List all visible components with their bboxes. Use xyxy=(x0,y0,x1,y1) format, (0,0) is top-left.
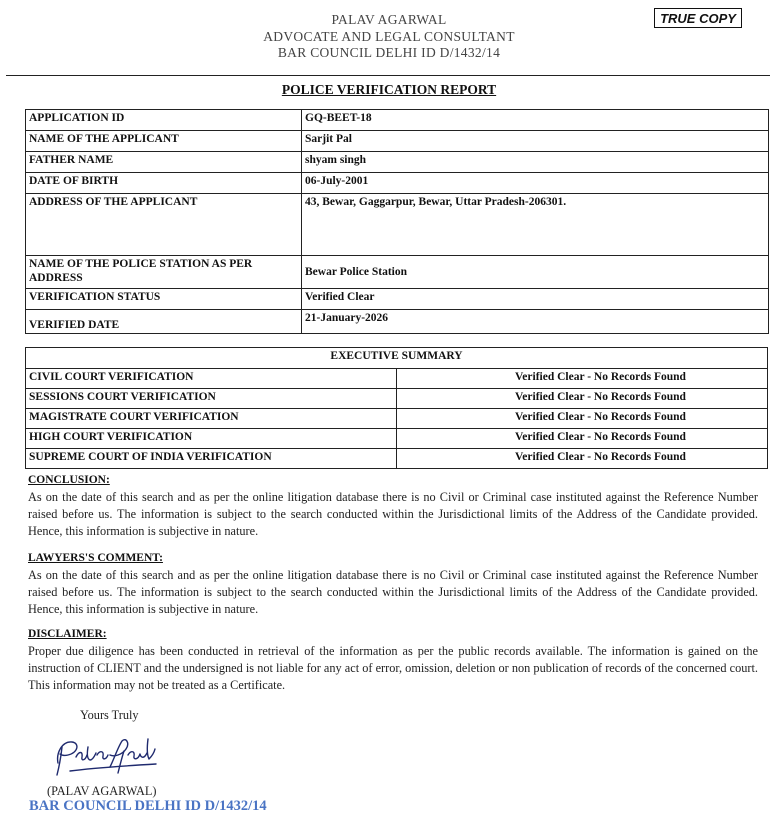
table-row xyxy=(26,152,769,173)
row-value: GQ-BEET-18 xyxy=(302,110,769,131)
row-label: MAGISTRATE COURT VERIFICATION xyxy=(26,409,397,429)
row-value: 43, Bewar, Gaggarpur, Bewar, Uttar Pradesh-206301. xyxy=(302,194,769,256)
advocate-bar-id: BAR COUNCIL DELHI ID D/1432/14 xyxy=(277,45,501,60)
executive-summary-table xyxy=(25,347,768,469)
row-label: APPLICATION ID xyxy=(26,110,302,131)
table-row xyxy=(26,110,769,131)
row-value: shyam singh xyxy=(302,152,769,173)
table-row xyxy=(26,449,768,469)
row-label: VERIFIED DATE xyxy=(26,310,302,334)
row-label: NAME OF THE APPLICANT xyxy=(26,131,302,152)
applicant-info-table xyxy=(25,109,769,334)
disclaimer-heading: DISCLAIMER: xyxy=(28,628,107,640)
table-row xyxy=(26,173,769,194)
table-row xyxy=(26,310,769,334)
row-label: SESSIONS COURT VERIFICATION xyxy=(26,389,397,409)
table-row xyxy=(26,194,769,256)
true-copy-stamp: TRUE COPY xyxy=(654,8,742,28)
disclaimer-section xyxy=(28,626,758,694)
executive-summary-title: EXECUTIVE SUMMARY xyxy=(26,348,768,369)
table-row xyxy=(26,389,768,409)
row-value: Verified Clear - No Records Found xyxy=(397,429,768,449)
table-row xyxy=(26,348,768,369)
row-label: CIVIL COURT VERIFICATION xyxy=(26,369,397,389)
header-divider xyxy=(6,75,770,76)
row-value: Verified Clear - No Records Found xyxy=(397,389,768,409)
row-value: Bewar Police Station xyxy=(302,256,769,289)
row-label: ADDRESS OF THE APPLICANT xyxy=(26,194,302,256)
row-value: Verified Clear - No Records Found xyxy=(397,449,768,469)
table-row xyxy=(26,289,769,310)
salutation: Yours Truly xyxy=(80,708,139,722)
table-row xyxy=(26,429,768,449)
advocate-designation: ADVOCATE AND LEGAL CONSULTANT xyxy=(263,28,515,44)
row-value: 06-July-2001 xyxy=(302,173,769,194)
row-value: Sarjit Pal xyxy=(302,131,769,152)
row-value: 21-January-2026 xyxy=(302,310,769,334)
signer-name: (PALAV AGARWAL) xyxy=(47,784,157,798)
table-row xyxy=(26,409,768,429)
lawyers-comment-section xyxy=(28,550,758,618)
row-value: Verified Clear - No Records Found xyxy=(397,409,768,429)
table-row xyxy=(26,369,768,389)
handwritten-signature xyxy=(52,733,160,779)
signer-bar-id: BAR COUNCIL DELHI ID D/1432/14 xyxy=(29,798,267,814)
conclusion-text: As on the date of this search and as per the online litigation database there is no Civil or Criminal case instituted against the Reference Number raised before us. The information is subject to the search conducted within the Jurisdictional limits of the Address of the Candidate provided. Hence, this information is subjective in nature. xyxy=(28,490,758,538)
advocate-name: PALAV AGARWAL xyxy=(331,12,447,27)
table-row xyxy=(26,131,769,152)
row-value: Verified Clear xyxy=(302,289,769,310)
conclusion-heading: CONCLUSION: xyxy=(28,474,110,486)
table-row xyxy=(26,256,769,289)
row-label: SUPREME COURT OF INDIA VERIFICATION xyxy=(26,449,397,469)
row-value: Verified Clear - No Records Found xyxy=(397,369,768,389)
lawyers-comment-heading: LAWYERS'S COMMENT: xyxy=(28,552,163,564)
row-label: NAME OF THE POLICE STATION AS PER ADDRESS xyxy=(26,256,302,289)
row-label: DATE OF BIRTH xyxy=(26,173,302,194)
row-label: FATHER NAME xyxy=(26,152,302,173)
conclusion-section xyxy=(28,472,758,540)
report-title: POLICE VERIFICATION REPORT xyxy=(281,82,497,97)
row-label: HIGH COURT VERIFICATION xyxy=(26,429,397,449)
lawyers-comment-text: As on the date of this search and as per the online litigation database there is no Civil or Criminal case instituted against the Reference Number raised before us. The information is subject to the search conducted within the Jurisdictional limits of the Address of the Candidate provided. Hence, this information is subjective in nature. xyxy=(28,568,758,616)
disclaimer-text: Proper due diligence has been conducted in retrieval of the information as per the public records available. The information is gained on the instruction of CLIENT and the undersigned is not liable for any act of error, omission, deletion or non publication of records of the concerned court. This information may not be treated as a Certificate. xyxy=(28,644,758,692)
row-label: VERIFICATION STATUS xyxy=(26,289,302,310)
